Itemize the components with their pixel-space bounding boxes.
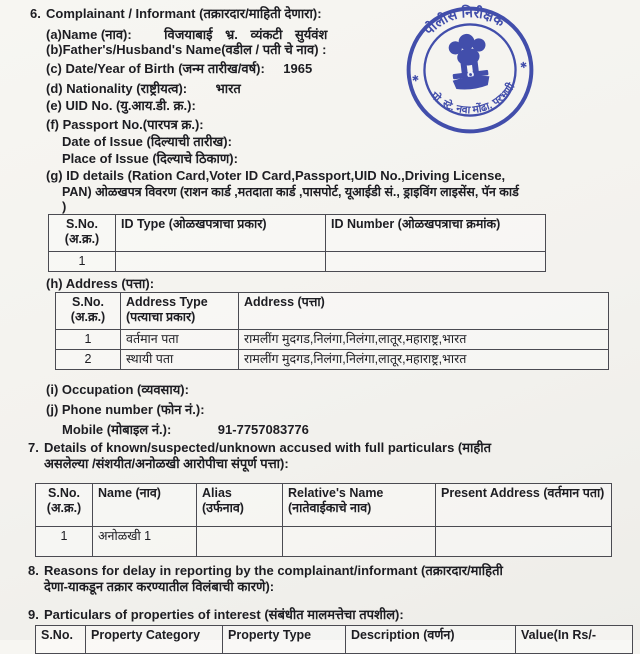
field-passport-place-label: Place of Issue (दिल्याचे ठिकाण): xyxy=(62,151,238,166)
field-nationality-value: भारत xyxy=(215,81,241,96)
id-table-header-sno: S.No. (अ.क्र.) xyxy=(49,215,116,252)
address-header-sno: S.No. (अ.क्र.) xyxy=(56,293,121,330)
section-8-title-line1: Reasons for delay in reporting by the complainant/informant (तक्रारदार/माहिती xyxy=(44,563,503,578)
stamp-bottom-text: पो. स्टे. नवा मोंढा, परभणी xyxy=(428,81,518,117)
field-name-label: (a)Name (नाव): xyxy=(46,27,132,42)
stamp-right-star: ✱ xyxy=(519,59,528,71)
address-row-current xyxy=(56,330,609,350)
address-row1-value: रामलींग मुदगड,निलंगा,निलंगा,लातूर,महाराष्ट्र,भारत xyxy=(239,330,609,350)
field-nationality xyxy=(46,79,241,98)
accused-row xyxy=(36,527,612,557)
field-father-husband-label: (b)Father's/Husband's Name(वडील / पती चे नाव) : xyxy=(46,42,327,57)
address-row-permanent xyxy=(56,350,609,370)
field-dob xyxy=(46,60,312,78)
properties-header-type: Property Type xyxy=(223,626,346,654)
properties-header-category: Property Category xyxy=(86,626,223,654)
address-header-address: Address (पत्ता) xyxy=(239,293,609,330)
accused-header-address: Present Address (वर्तमान पता) xyxy=(436,484,612,527)
properties-header-description: Description (वर्णन) xyxy=(346,626,516,654)
section-7-number: 7. xyxy=(28,440,39,455)
stamp-outer-ring xyxy=(402,2,539,139)
section-8-title-line2: देणा-याकडून तक्रार करण्यातील विलंबाची कारणे): xyxy=(44,579,275,594)
address-row1-type: वर्तमान पता xyxy=(121,330,239,350)
properties-header-sno: S.No. xyxy=(36,626,86,654)
field-dob-value: 1965 xyxy=(283,61,313,76)
accused-row-name: अनोळखी 1 xyxy=(93,527,197,557)
field-mobile-label: Mobile (मोबाइल नं.): xyxy=(62,422,172,437)
id-table-header-number: ID Number (ओळखपत्राचा क्रमांक) xyxy=(326,215,546,252)
accused-header-sno: S.No. (अ.क्र.) xyxy=(36,484,93,527)
field-occupation-label: (i) Occupation (व्यवसाय): xyxy=(46,382,189,397)
field-id-details-line1: (g) ID details (Ration Card,Voter ID Card,Passport,UID No.,Driving License, xyxy=(46,168,506,183)
section-9-title: Particulars of properties of interest (संबंधीत मालमत्तेचा तपशील): xyxy=(44,607,404,622)
accused-header-alias: Alias (उर्फनाव) xyxy=(197,484,283,527)
section-6-title: Complainant / Informant (तक्रारदार/माहिती देणारा): xyxy=(46,6,322,21)
accused-row-sno: 1 xyxy=(36,527,93,557)
id-row-number xyxy=(326,252,546,272)
address-table-header-row xyxy=(56,293,609,330)
address-header-type: Address Type (पत्याचा प्रकार) xyxy=(121,293,239,330)
stamp-top-text: पोलीस निरीक्षक xyxy=(420,4,508,38)
stamp-left-star: ✱ xyxy=(411,72,420,84)
field-dob-label: (c) Date/Year of Birth (जन्म तारीख/वर्ष): xyxy=(46,61,265,76)
section-7-title-line1: Details of known/suspected/unknown accused with full particulars (माहीत xyxy=(44,440,492,455)
address-row2-value: रामलींग मुदगड,निलंगा,निलंगा,लातूर,महाराष्ट्र,भारत xyxy=(239,350,609,370)
id-row-type xyxy=(116,252,326,272)
field-address-label: (h) Address (पत्ता): xyxy=(46,276,155,291)
accused-row-address xyxy=(436,527,612,557)
field-nationality-label: (d) Nationality (राष्ट्रीयत्व): xyxy=(46,81,188,96)
section-6-number: 6. xyxy=(30,6,41,21)
field-phone-label: (j) Phone number (फोन नं.): xyxy=(46,402,205,417)
section-9-number: 9. xyxy=(28,607,39,622)
properties-header-value: Value(In Rs/- xyxy=(516,626,633,654)
id-table-header-row xyxy=(49,215,546,252)
accused-table xyxy=(35,483,612,557)
field-passport-label: (f) Passport No.(पारपत्र क्र.): xyxy=(46,117,204,132)
section-7-title-line2: असलेल्या /संशयीत/अनोळखी आरोपीचा संपूर्ण पत्ता): xyxy=(44,456,289,471)
field-name-value: विजयाबाई भ्र. व्यंकटी सुर्यवंश xyxy=(164,27,328,42)
id-table-row xyxy=(49,252,546,272)
id-table xyxy=(48,214,546,272)
field-mobile-value: 91-7757083776 xyxy=(217,422,309,437)
police-stamp-seal xyxy=(396,0,543,144)
id-row-sno: 1 xyxy=(49,252,116,272)
accused-header-name: Name (नाव) xyxy=(93,484,197,527)
ashoka-emblem-icon xyxy=(447,32,490,92)
address-table xyxy=(55,292,609,370)
accused-header-relative: Relative's Name (नातेवाईकाचे नाव) xyxy=(283,484,436,527)
accused-row-alias xyxy=(197,527,283,557)
id-table-header-type: ID Type (ओळखपत्राचा प्रकार) xyxy=(116,215,326,252)
field-mobile xyxy=(62,421,309,439)
accused-row-relative xyxy=(283,527,436,557)
field-id-details-line3: ) xyxy=(62,199,67,214)
field-uid-label: (e) UID No. (यु.आय.डी. क्र.): xyxy=(46,98,196,113)
police-stamp xyxy=(396,0,543,144)
address-row1-sno: 1 xyxy=(56,330,121,350)
address-row2-type: स्थायी पता xyxy=(121,350,239,370)
address-row2-sno: 2 xyxy=(56,350,121,370)
section-8-number: 8. xyxy=(28,563,39,578)
accused-table-header-row xyxy=(36,484,612,527)
field-id-details-line2: PAN) ओळखपत्र विवरण (राशन कार्ड ,मतदाता कार्ड ,पासपोर्ट, यूआईडी सं., ड्राइविंग लाइसेंस, पॅन कार्ड xyxy=(62,185,519,199)
field-passport-date-label: Date of Issue (दिल्याची तारीख): xyxy=(62,134,232,149)
